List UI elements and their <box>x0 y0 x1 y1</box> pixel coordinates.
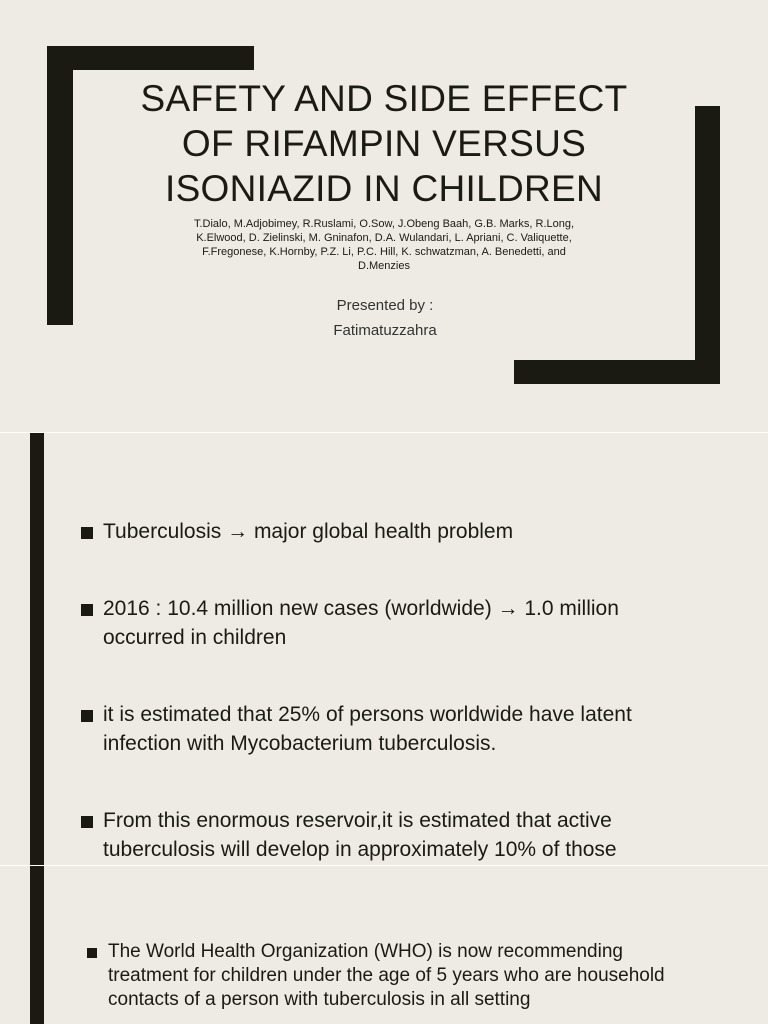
title-line: OF RIFAMPIN VERSUS <box>181 123 587 164</box>
presenter-name: Fatimatuzzahra <box>333 322 437 339</box>
bullet-line: tuberculosis will develop in approximately 10% of those <box>103 838 617 861</box>
accent-bar <box>30 866 44 1024</box>
presented-by-label: Presented by : <box>336 297 434 314</box>
title-slide <box>0 0 768 432</box>
accent-bar <box>30 433 44 865</box>
bullet-line: infection with Mycobacterium tuberculosis. <box>103 732 497 755</box>
bullet-line: From this enormous reservoir,it is estimated that active <box>103 809 612 832</box>
bullet-square-icon <box>87 948 97 958</box>
bullet-square-icon <box>81 710 93 722</box>
frame-top-left-horizontal <box>47 46 254 70</box>
bullet-item <box>80 517 730 546</box>
bullet-line: 2016 : 10.4 million new cases (worldwide) → 1.0 million <box>103 597 619 620</box>
bullet-line: treatment for children under the age of 5 years who are household <box>108 965 665 986</box>
recommendation-slide <box>0 866 768 1024</box>
bullet-line: contacts of a person with tuberculosis in all setting <box>108 989 531 1010</box>
bullet-square-icon <box>81 604 93 616</box>
frame-top-left-vertical <box>47 46 73 325</box>
background-slide <box>0 433 768 865</box>
title-line: ISONIAZID IN CHILDREN <box>164 168 603 209</box>
authors-line: F.Fregonese, K.Hornby, P.Z. Li, P.C. Hill, K. schwatzman, A. Benedetti, and <box>202 246 566 258</box>
bullet-list <box>80 517 730 864</box>
slide-title <box>100 76 668 211</box>
frame-bottom-right-vertical <box>695 106 720 384</box>
title-line: SAFETY AND SIDE EFFECT <box>140 78 628 119</box>
bullet-line: Tuberculosis → major global health problem <box>103 520 514 543</box>
bullet-item <box>80 594 730 652</box>
bullet-square-icon <box>81 816 93 828</box>
authors-list <box>150 217 618 273</box>
bullet-line: it is estimated that 25% of persons worldwide have latent <box>103 703 632 726</box>
bullet-item <box>80 700 730 758</box>
authors-line: D.Menzies <box>358 260 410 272</box>
bullet-list <box>86 940 746 1012</box>
bullet-square-icon <box>81 527 93 539</box>
bullet-item <box>80 806 730 864</box>
frame-bottom-right-horizontal <box>514 360 720 384</box>
authors-line: K.Elwood, D. Zielinski, M. Gninafon, D.A. Wulandari, L. Apriani, C. Valiquette, <box>196 232 572 244</box>
bullet-line: occurred in children <box>103 626 287 649</box>
bullet-line: The World Health Organization (WHO) is now recommending <box>108 941 623 962</box>
authors-line: T.Dialo, M.Adjobimey, R.Ruslami, O.Sow, J.Obeng Baah, G.B. Marks, R.Long, <box>193 218 575 230</box>
bullet-item <box>86 940 746 1012</box>
